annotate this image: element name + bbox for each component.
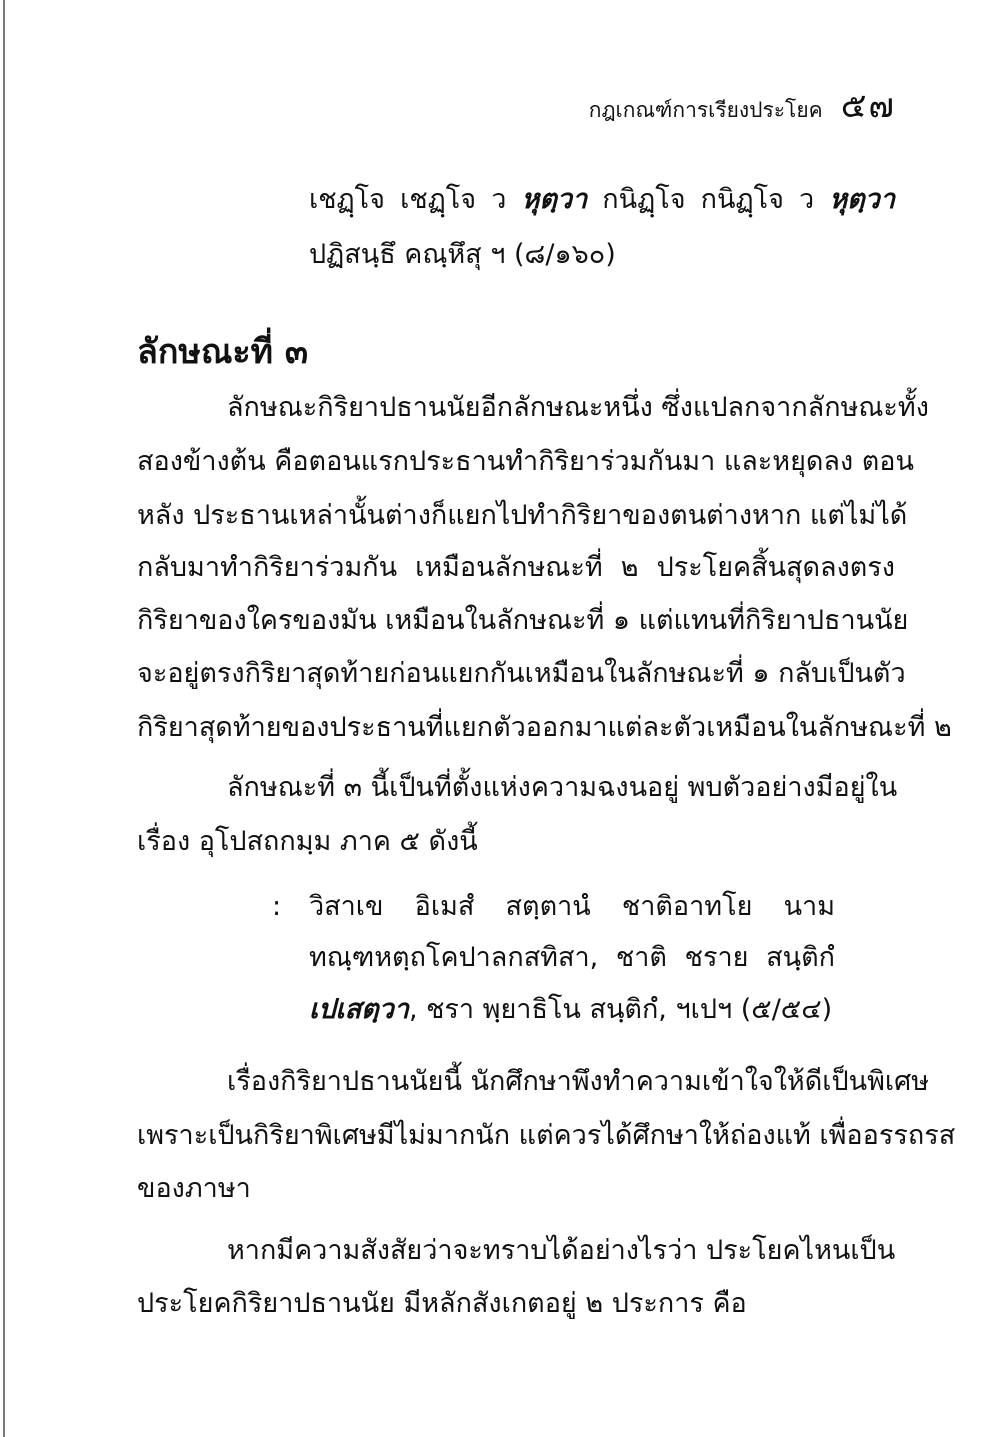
paragraph-3-line: ของภาษา [137, 1173, 251, 1204]
paragraph-4-line: หากมีความสังสัยว่าจะทราบได้อย่างไรว่า ประโยคไหนเป็น [227, 1235, 896, 1266]
pali-block-2-line-1: วิสาเข อิเมสํ สตฺตานํ ชาติอาทโย นาม [309, 891, 835, 922]
pali-word: เชฏฺโจ [309, 184, 386, 215]
paragraph-4-line: ประโยคกิริยาปธานนัย มีหลักสังเกตอยู่ ๒ ประการ คือ [137, 1288, 747, 1319]
pali-block-2-line-3 [309, 994, 832, 1026]
running-header [589, 78, 896, 132]
pali-word-emphasis: เปเสตฺวา [309, 994, 409, 1025]
pali-word-emphasis: หุตฺวา [521, 184, 588, 215]
pali-block-1-line-2: ปฏิสนฺธึ คณฺหึสุ ฯ (๘/๑๖๐) [309, 239, 616, 270]
running-header-title: กฎเกณฑ์การเรียงประโยค [588, 98, 823, 122]
pali-word: กนิฏฺโจ [700, 184, 784, 215]
pali-word-emphasis: หุตฺวา [829, 184, 895, 215]
pali-word: เชฏฺโจ [400, 184, 477, 215]
pali-word: ว [799, 184, 815, 215]
pali-line-rest: , ชรา พฺยาธิโน สนฺติกํ, ฯเปฯ (๕/๕๔) [408, 994, 833, 1025]
quote-colon: : [272, 891, 282, 922]
pali-word: ว [491, 184, 507, 215]
pali-block-1-line-1 [309, 184, 895, 216]
pali-word: กนิฏฺโจ [602, 184, 686, 215]
page-number: ๕๗ [840, 86, 896, 126]
paragraph-2-line: เรื่อง อุโปสถกมฺม ภาค ๕ ดังนี้ [137, 826, 478, 857]
paragraph-2-line: ลักษณะที่ ๓ นี้เป็นที่ตั้งแห่งความฉงนอยู่ พบตัวอย่างมีอยู่ใน [227, 772, 898, 803]
paragraph-3-line: เพราะเป็นกิริยาพิเศษมีไม่มากนัก แต่ควรได้ศึกษาให้ถ่องแท้ เพื่ออรรถรส [137, 1120, 956, 1151]
paragraph-1-line: ลักษณะกิริยาปธานนัยอีกลักษณะหนึ่ง ซึ่งแปลกจากลักษณะทั้ง [227, 392, 929, 423]
paragraph-3-line: เรื่องกิริยาปธานนัยนี้ นักศึกษาพึงทำความเข้าใจให้ดีเป็นพิเศษ [227, 1066, 930, 1097]
paragraph-1-line: หลัง ประธานเหล่านั้นต่างก็แยกไปทำกิริยาของตนต่างหาก แต่ไม่ได้ [137, 500, 908, 531]
paragraph-1-line: สองข้างต้น คือตอนแรกประธานทำกิริยาร่วมกันมา และหยุดลง ตอน [137, 446, 914, 477]
section-heading: ลักษณะที่ ๓ [137, 332, 309, 372]
paragraph-1-line: กิริยาสุดท้ายของประธานที่แยกตัวออกมาแต่ละตัวเหมือนในลักษณะที่ ๒ [137, 712, 952, 743]
pali-block-2-line-2: ทณฺฑหตฺถโคปาลกสทิสา, ชาติ ชราย สนฺติกํ [309, 942, 835, 973]
paragraph-1-line: จะอยู่ตรงกิริยาสุดท้ายก่อนแยกกันเหมือนในลักษณะที่ ๑ กลับเป็นตัว [137, 658, 906, 689]
paragraph-1-line: กลับมาทำกิริยาร่วมกัน เหมือนลักษณะที่ ๒ ประโยคสิ้นสุดลงตรง [137, 552, 895, 583]
paragraph-1-line: กิริยาของใครของมัน เหมือนในลักษณะที่ ๑ แต่แทนที่กิริยาปธานนัย [137, 605, 909, 636]
page-left-border [3, 0, 5, 1437]
